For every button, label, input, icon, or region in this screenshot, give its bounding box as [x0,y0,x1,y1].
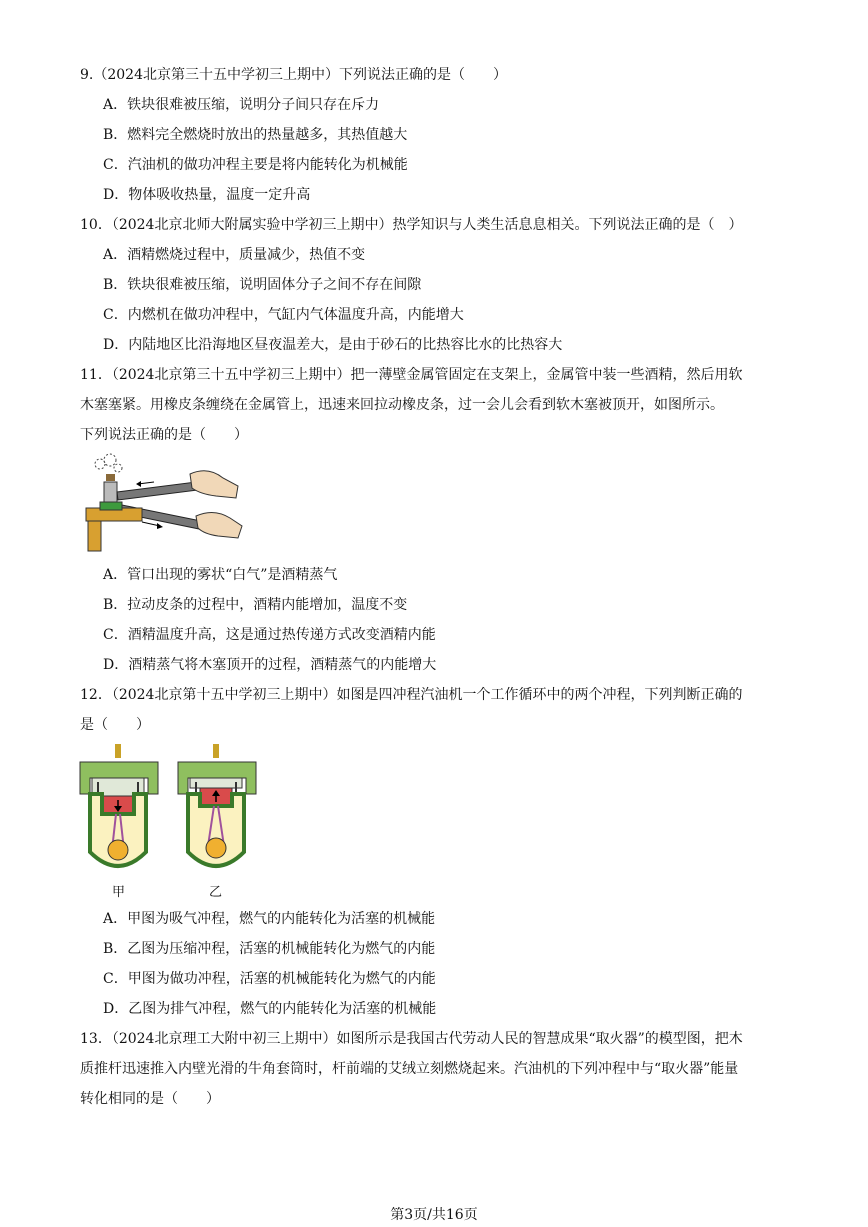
question-10-option-c: C．内燃机在做功冲程中，气缸内气体温度升高，内能增大 [103,307,464,323]
question-12-option-a: A．甲图为吸气冲程，燃气的内能转化为活塞的机械能 [103,911,436,927]
question-12-stem-line-2: 是（ ） [80,717,150,733]
question-13-stem-line-3: 转化相同的是（ ） [80,1091,220,1107]
question-10-option-d: D．内陆地区比沿海地区昼夜温差大，是由于砂石的比热容比水的比热容大 [103,337,563,353]
question-9-option-a: A．铁块很难被压缩，说明分子间只存在斥力 [103,97,380,113]
question-10-stem: 10．（2024北京北师大附属实验中学初三上期中）热学知识与人类生活息息相关。下列说法正确的是（ ） [80,217,743,233]
question-9-stem: 9.（2024北京第三十五中学初三上期中）下列说法正确的是（ ） [80,67,507,83]
figure-label-jia: 甲 [112,885,126,900]
question-9-option-b: B．燃料完全燃烧时放出的热量越多，其热值越大 [103,127,408,143]
question-9-option-c: C．汽油机的做功冲程主要是将内能转化为机械能 [103,157,408,173]
question-9-option-d: D．物体吸收热量，温度一定升高 [103,187,311,203]
question-11-option-b: B．拉动皮条的过程中，酒精内能增加，温度不变 [103,597,408,613]
question-11-option-d: D．酒精蒸气将木塞顶开的过程，酒精蒸气的内能增大 [103,657,437,673]
question-12-stem-line-1: 12．（2024北京第十五中学初三上期中）如图是四冲程汽油机一个工作循环中的两个冲程，下列判断正确的 [80,687,743,703]
question-11-stem-line-1: 11．（2024北京第三十五中学初三上期中）把一薄壁金属管固定在支架上，金属管中装一些酒精，然后用软 [80,367,743,383]
question-11-stem-line-3: 下列说法正确的是（ ） [80,427,248,443]
question-11-option-a: A．管口出现的雾状“白气”是酒精蒸气 [103,567,338,583]
figure-label-yi: 乙 [209,885,223,900]
engine-stroke-figure-jia [78,742,160,884]
question-11-option-c: C．酒精温度升高，这是通过热传递方式改变酒精内能 [103,627,436,643]
question-10-option-b: B．铁块很难被压缩，说明固体分子之间不存在间隙 [103,277,422,293]
question-10-option-a: A．酒精燃烧过程中，质量减少，热值不变 [103,247,366,263]
question-13-stem-line-2: 质推杆迅速推入内壁光滑的牛角套筒时，杆前端的艾绒立刻燃烧起来。汽油机的下列冲程中与“取火器”能量 [80,1061,739,1077]
engine-stroke-figure-yi [176,742,258,884]
metal-tube-rubber-strap-figure [78,452,248,556]
question-12-option-b: B．乙图为压缩冲程，活塞的机械能转化为燃气的内能 [103,941,436,957]
question-11-stem-line-2: 木塞塞紧。用橡皮条缠绕在金属管上，迅速来回拉动橡皮条，过一会儿会看到软木塞被顶开，如图所示。 [80,397,724,413]
question-12-option-d: D．乙图为排气冲程，燃气的内能转化为活塞的机械能 [103,1001,437,1017]
question-13-stem-line-1: 13．（2024北京理工大附中初三上期中）如图所示是我国古代劳动人民的智慧成果“取火器”的模型图，把木 [80,1031,743,1047]
page-number-footer: 第3页/共16页 [390,1207,478,1223]
question-12-option-c: C．甲图为做功冲程，活塞的机械能转化为燃气的内能 [103,971,436,987]
